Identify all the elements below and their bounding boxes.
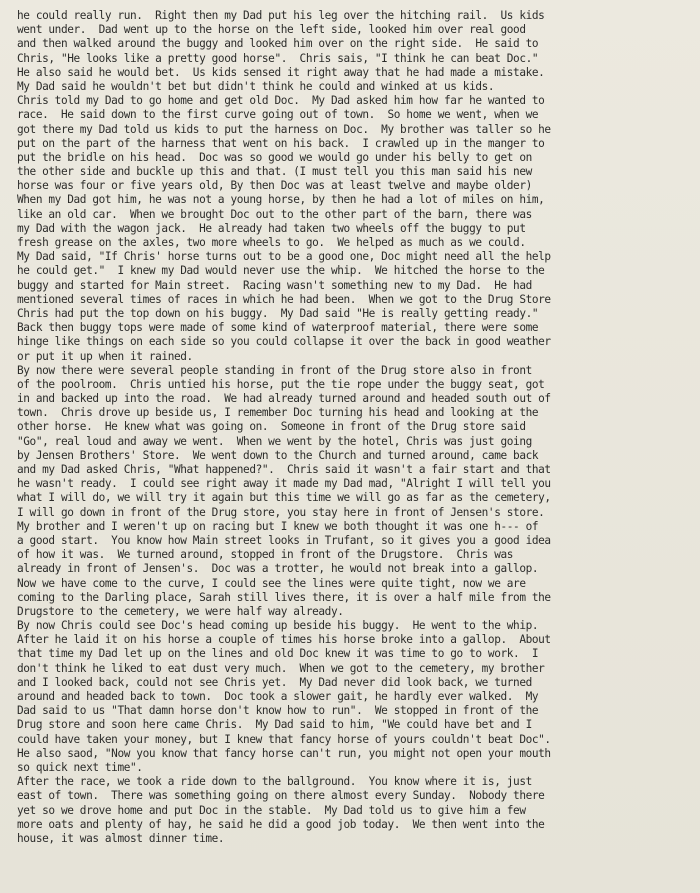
text-line: My Dad said he wouldn't bet but didn't think he could and winked at us kids. xyxy=(17,79,495,93)
text-line: that time my Dad let up on the lines and old Doc knew it was time to go to work. I xyxy=(17,647,539,661)
text-line: around and headed back to town. Doc took a slower gait, he hardly ever walked. My xyxy=(17,690,539,703)
text-line: already in front of Jensen's. Doc was a trotter, he would not break into a gallop. xyxy=(17,562,539,576)
text-line: coming to the Darling place, Sarah still lives there, it is over a half mile from the xyxy=(17,590,551,604)
text-line: east of town. There was something going on there almost every Sunday. Nobody there xyxy=(17,789,545,803)
text-line: he could really run. Right then my Dad put his leg over the hitching rail. Us kids xyxy=(17,9,545,22)
text-line: went under. Dad went up to the horse on the left side, looked him over real good xyxy=(17,23,526,37)
text-line: My brother and I weren't up on racing but I knew we both thought it was one h--- of xyxy=(17,519,539,533)
text-line: what I will do, we will try it again but this time we will go as far as the cemetery, xyxy=(17,491,551,505)
text-line: By now there were several people standing in front of the Drug store also in front xyxy=(17,363,532,377)
text-line: hinge like things on each side so you could collapse it over the back in good weather xyxy=(17,335,551,349)
text-line: town. Chris drove up beside us, I remember Doc turning his head and looking at the xyxy=(17,406,539,420)
text-line: Drug store and soon here came Chris. My Dad said to him, "We could have bet and I xyxy=(17,718,532,732)
text-line: he could get." I knew my Dad would never use the whip. We hitched the horse to the xyxy=(17,264,545,278)
text-line: don't think he liked to eat dust very much. When we got to the cemetery, my brother xyxy=(17,661,545,675)
text-line: fresh grease on the axles, two more wheels to go. We helped as much as we could. xyxy=(17,236,526,249)
text-line: Chris told my Dad to go home and get old Doc. My Dad asked him how far he wanted to xyxy=(17,94,545,108)
text-line: When my Dad got him, he was not a young horse, by then he had a lot of miles on him, xyxy=(17,193,545,207)
text-line: By now Chris could see Doc's head coming up beside his buggy. He went to the whip. xyxy=(17,619,539,633)
text-line: put the bridle on his head. Doc was so good we would go under his belly to get on xyxy=(17,150,532,164)
text-line: house, it was almost dinner time. xyxy=(17,831,225,845)
text-line: more oats and plenty of hay, he said he did a good job today. We then went into the xyxy=(17,817,545,831)
text-line: put on the part of the harness that went on his back. I crawled up in the manger to xyxy=(17,136,545,150)
text-line: mentioned several times of races in which he had been. When we got to the Drug Store xyxy=(17,292,551,306)
text-line: My Dad said, "If Chris' horse turns out to be a good one, Doc might need all the help xyxy=(17,250,551,264)
text-line: After he laid it on his horse a couple of times his horse broke into a gallop. About xyxy=(17,633,551,647)
text-line: I will go down in front of the Drug store, you stay here in front of Jensen's store. xyxy=(17,505,545,519)
text-line: by Jensen Brothers' Store. We went down to the Church and turned around, came back xyxy=(17,448,539,462)
text-line: Now we have come to the curve, I could see the lines were quite tight, now we are xyxy=(17,576,526,590)
text-line: so quick next time". xyxy=(17,760,143,774)
text-line: of the poolroom. Chris untied his horse, put the tie rope under the buggy seat, got xyxy=(17,377,545,391)
text-line: could have taken your money, but I knew that fancy horse of yours couldn't beat Doc". xyxy=(17,732,551,746)
text-line: Chris had put the top down on his buggy. My Dad said "He is really getting ready." xyxy=(17,306,539,320)
text-line: a good start. You know how Main street looks in Trufant, so it gives you a good idea xyxy=(17,533,551,547)
text-line: He also saod, "Now you know that fancy horse can't run, you might not open your mouth xyxy=(17,746,551,760)
text-line: Back then buggy tops were made of some kind of waterproof material, there were some xyxy=(17,321,539,335)
text-line: or put it up when it rained. xyxy=(17,349,193,363)
text-line: Chris, "He looks like a pretty good horse". Chris sais, "I think he can beat Doc." xyxy=(17,51,539,65)
text-line: buggy and started for Main street. Racing wasn't something new to my Dad. He had xyxy=(17,278,532,292)
typewritten-text xyxy=(17,9,700,846)
text-line: "Go", real loud and away we went. When we went by the hotel, Chris was just going xyxy=(17,434,532,448)
text-line: and my Dad asked Chris, "What happened?". Chris said it wasn't a fair start and that xyxy=(17,463,551,476)
text-line: He also said he would bet. Us kids sensed it right away that he had made a mistake. xyxy=(17,65,545,79)
text-line: horse was four or five years old, By then Doc was at least twelve and maybe older) xyxy=(17,179,532,193)
text-line: yet so we drove home and put Doc in the stable. My Dad told us to give him a few xyxy=(17,803,526,817)
text-line: race. He said down to the first curve going out of town. So home we went, when we xyxy=(17,108,539,122)
text-line: other horse. He knew what was going on. Someone in front of the Drug store said xyxy=(17,420,526,434)
text-line: my Dad with the wagon jack. He already had taken two wheels off the buggy to put xyxy=(17,221,526,235)
text-line: Drugstore to the cemetery, we were half way already. xyxy=(17,604,344,618)
text-line: Dad said to us "That damn horse don't know how to run". We stopped in front of the xyxy=(17,704,539,718)
text-line: After the race, we took a ride down to the ballground. You know where it is, just xyxy=(17,775,532,789)
text-line: the other side and buckle up this and that. (I must tell you this man said his new xyxy=(17,165,532,179)
text-line: got there my Dad told us kids to put the harness on Doc. My brother was taller so he xyxy=(17,122,551,136)
text-line: and then walked around the buggy and looked him over on the right side. He said to xyxy=(17,37,539,51)
text-line: and I looked back, could not see Chris yet. My Dad never did look back, we turned xyxy=(17,675,532,689)
text-line: of how it was. We turned around, stopped in front of the Drugstore. Chris was xyxy=(17,548,514,562)
text-line: he wasn't ready. I could see right away it made my Dad mad, "Alright I will tell you xyxy=(17,477,551,491)
text-line: like an old car. When we brought Doc out to the other part of the barn, there was xyxy=(17,207,532,221)
text-line: in and backed up into the road. We had already turned around and headed south out of xyxy=(17,392,551,406)
